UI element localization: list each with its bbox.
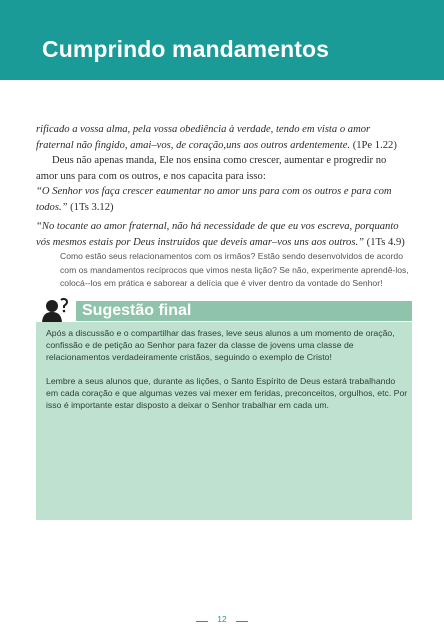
- continued-quote-ref: (1Pe 1.22): [352, 139, 397, 151]
- page-number: 12: [217, 614, 227, 624]
- quote-ref: (1Ts 3.12): [70, 201, 114, 213]
- continued-quote-block: [36, 122, 408, 153]
- continued-quote: rificado a vossa alma, pela vossa obediência à verdade, tendo em vista o amor fraternal não fingido, amai–vos, de coração,uns aos outros ardentemente.: [36, 124, 371, 151]
- quote-ref: (1Ts 4.9): [366, 236, 405, 248]
- body-paragraph: Deus não apenas manda, Ele nos ensina como crescer, aumentar e progredir no amor uns para com os outros, e nos capacita para isso:: [36, 155, 387, 182]
- suggestion-paragraph-2: Lembre a seus alunos que, durante as lições, o Santo Espírito de Deus estará trabalhando em cada coração e que algumas vezes vai mexer em feridas, preconceitos, orgulhos, etc. Por isso é importante estar disposto a deixar o Senhor trabalhar em cada um.: [46, 376, 408, 411]
- reflection-question: Como estão seus relacionamentos com os irmãos? Estão sendo desenvolvidos de acordo com os mandamentos recíprocos que vimos nesta lição? Se não, experimente aprendê-los, colocá--los em prática e saborear a delícia que é viver dentro da vontade do Senhor!: [60, 251, 409, 288]
- quote-1ts-4-9: [36, 219, 408, 250]
- suggestion-paragraph-1: Após a discussão e o compartilhar das frases, leve seus alunos a um momento de oração, confissão e de petição ao Senhor para fazer da classe de jovens uma classe de relacionamentos verdadeiramente cristãos, seguindo o exemplo de Cristo!: [46, 328, 395, 363]
- quote-1ts-3-12: [36, 184, 408, 215]
- chapter-title: Cumprindo mandamentos: [42, 36, 330, 62]
- suggestion-title: Sugestão final: [82, 302, 192, 319]
- footer-rule-right: [236, 621, 248, 622]
- quote-text: “No tocante ao amor fraternal, não há necessidade de que eu vos escreva, porquanto vós mesmos estais por Deus instruídos que deveis amar–vos uns aos outros.”: [36, 221, 399, 248]
- footer-rule-left: [196, 621, 208, 622]
- person-icon: [40, 297, 70, 325]
- quote-text: “O Senhor vos faça crescer eaumentar no amor uns para com os outros e para com todos.”: [36, 186, 392, 213]
